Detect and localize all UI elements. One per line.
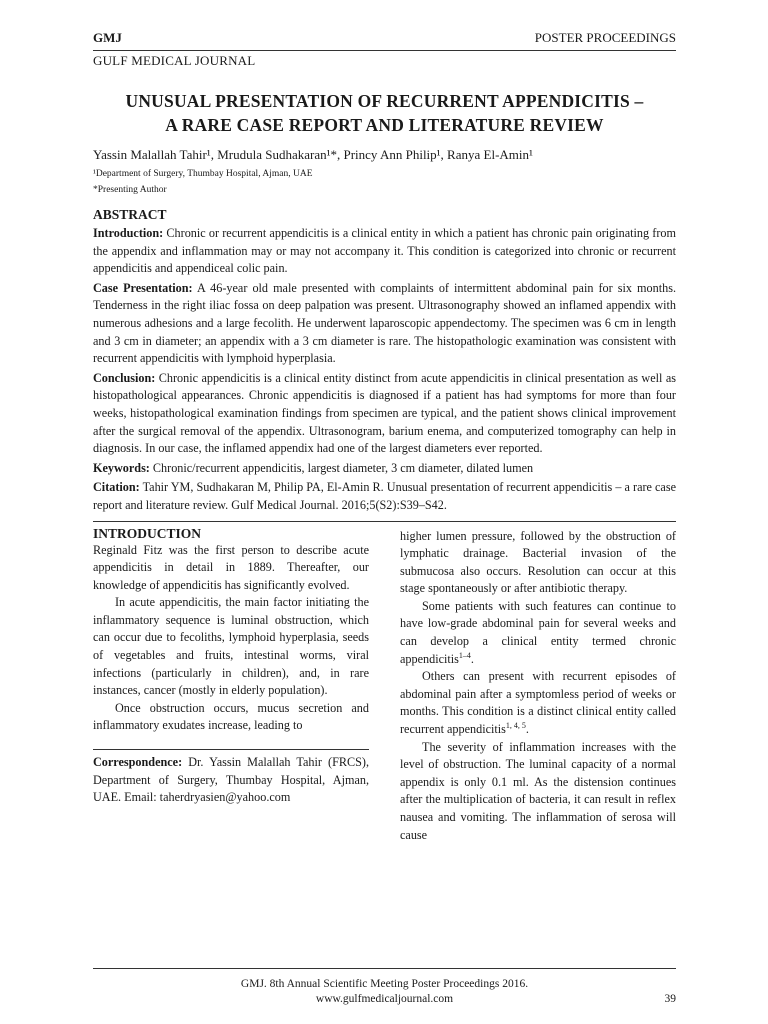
abstract-case-presentation [93,280,676,368]
presenting-author-note: *Presenting Author [93,185,167,195]
right-paragraph-3 [400,668,676,738]
keywords [93,460,676,478]
affiliation: ¹Department of Surgery, Thumbay Hospital, Ajman, UAE [93,169,313,179]
body-columns [93,524,676,845]
section-label: POSTER PROCEEDINGS [534,30,676,45]
conclusion-text: Chronic appendicitis is a clinical entity distinct from acute appendicitis in clinical presentation as well as histopathological appearances. Chronic appendicitis is diagnosed if a patient has had symptoms for more than four weeks, histopathological examination findings from specimen are typical, and the patient shows clinical improvement after the surgical removal of the appendix. Ultrasonogram, barium enema, and computerized tomography can help in diagnosis. In our case, the inflamed appendix had one of the largest diameters ever reported. [93,370,676,456]
page-number: 39 [664,993,676,1005]
introduction-text: Chronic or recurrent appendicitis is a clinical entity in which a patient has chronic pain originating from the appendix and inflammation may or may not accompany it. This condition is categorized into chronic or recurrent appendicitis and appendiceal colic pain. [93,226,676,276]
citation [93,479,676,514]
footer-text [93,969,676,1007]
reference-superscript: 1–4 [458,650,471,660]
right-column [400,524,676,845]
right-paragraph-3-text: Others can present with recurrent episodes of abdominal pain after a symptomless period of weeks or months. This condition is a distinct clinical entity called recurrent appendicitis [400,669,676,737]
case-presentation-text: A 46-year old male presented with complaints of intermittent abdominal pain for six months. Tenderness in the right iliac fossa on deep palpation was present. Ultrasonography showed an inflamed appendix with numerous adhesions and a large fecolith. He underwent laparoscopic appendectomy. The specimen was 6 cm in length and 3 cm in diameter; an appendix with a 3 cm diameter is rare. The histopathologic examination was consistent with recurrent appendicitis with lymphoid hyperplasia. [93,280,676,366]
abstract-introduction [93,225,676,278]
footer-url: www.gulfmedicaljournal.com [315,993,454,1005]
left-column [93,524,369,845]
keywords-label: Keywords: [93,460,150,475]
case-presentation-label: Case Presentation: [93,280,193,295]
journal-abbreviation: GMJ [93,30,122,45]
intro-paragraph-3: Once obstruction occurs, mucus secretion and inflammatory exudates increase, leading to [93,700,369,733]
introduction-label: Introduction: [93,226,164,240]
running-header [93,30,676,46]
citation-text: Tahir YM, Sudhakaran M, Philip PA, El-Amin R. Unusual presentation of recurrent appendicitis – a rare case report and literature review. Gulf Medical Journal. 2016;5(S2):S39–S42. [93,480,676,512]
title-line-1: UNUSUAL PRESENTATION OF RECURRENT APPENDICITIS – [125,91,644,111]
paper-page [93,30,676,844]
right-paragraph-2-text: Some patients with such features can continue to have low-grade abdominal pain for several weeks and can develop a clinical entity termed chronic appendicitis [400,598,676,666]
intro-paragraph-2: In acute appendicitis, the main factor initiating the inflammatory sequence is luminal obstruction, which can occur due to fecoliths, lymphoid hyperplasia, seeds of vegetables and fruits, intestinal worms, viral infections (particularly in children), and, in rare instances, cancer (mostly in elderly population). [93,595,369,698]
title-line-2: A RARE CASE REPORT AND LITERATURE REVIEW [165,115,604,135]
author-list: Yassin Malallah Tahir¹, Mrudula Sudhakaran¹*, Princy Ann Philip¹, Ranya El-Amin¹ [93,147,533,162]
abstract-divider [93,521,676,522]
journal-name: GULF MEDICAL JOURNAL [93,53,256,68]
correspondence-label: Correspondence: [93,755,183,770]
header-rule [93,50,676,51]
conclusion-label: Conclusion: [93,370,156,385]
citation-label: Citation: [93,480,140,495]
right-paragraph-2-end: . [470,651,474,666]
reference-superscript: 1, 4, 5 [505,720,526,730]
intro-paragraph-1: Reginald Fitz was the first person to describe acute appendicitis in detail in 1889. Thereafter, our knowledge of appendicitis has significantly evolved. [93,542,369,592]
right-paragraph-2 [400,598,676,668]
correspondence-text: Dr. Yassin Malallah Tahir (FRCS), Department of Surgery, Thumbay Hospital, Ajman, UAE. Email: taherdryasien@yahoo.com [93,755,369,805]
abstract-heading: ABSTRACT [93,207,167,222]
abstract-conclusion [93,370,676,458]
introduction-heading: INTRODUCTION [93,525,202,541]
keywords-text: Chronic/recurrent appendicitis, largest diameter, 3 cm diameter, dilated lumen [149,460,534,475]
footer-line-1: GMJ. 8th Annual Scientific Meeting Poster Proceedings 2016. [240,978,529,990]
page-footer [93,968,676,1007]
correspondence-note [93,749,369,807]
right-paragraph-4: The severity of inflammation increases with the level of obstruction. The luminal capacity of a normal appendix is only 0.1 ml. As the distension continues after the multiplication of bacteria, it can result in reflex nausea and vomiting. The inflammation of serosa will cause [400,739,676,842]
right-paragraph-3-end: . [525,722,529,737]
paper-title [93,89,676,137]
right-paragraph-1: higher lumen pressure, followed by the obstruction of lymphatic drainage. Bacterial invasion of the submucosa also occurs. Resolution can occur at this stage spontaneously or after antibiotic therapy. [400,528,676,596]
